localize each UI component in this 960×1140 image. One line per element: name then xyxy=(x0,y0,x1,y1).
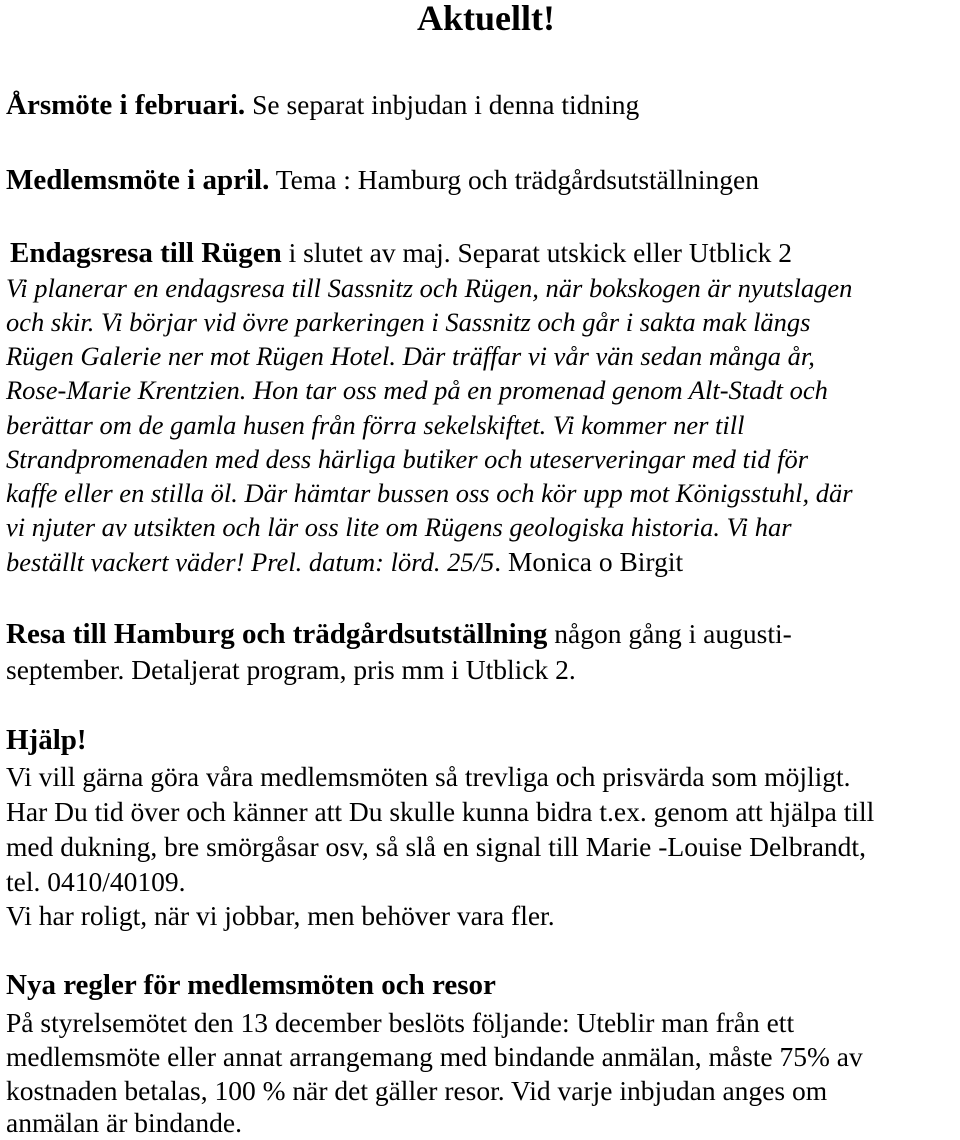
regler-line-1: På styrelsemötet den 13 december beslöts följande: Uteblir man från ett xyxy=(6,1007,795,1038)
hamburg-text-1: någon gång i augusti- xyxy=(547,618,792,649)
regler-line-3: kostnaden betalas, 100 % när det gäller resor. Vid varje inbjudan anges om xyxy=(6,1075,828,1106)
hamburg-heading: Resa till Hamburg och trädgårdsutställning xyxy=(6,618,548,650)
hamburg-line-1 xyxy=(6,617,792,651)
endagsresa-italic-1: Vi planerar en endagsresa till Sassnitz och Rügen, när bokskogen är nyutslagen xyxy=(6,273,853,303)
endagsresa-italic-4: Rose-Marie Krentzien. Hon tar oss med på en promenad genom Alt-Stadt och xyxy=(6,375,828,405)
arsmote-line xyxy=(6,88,639,122)
hjalp-line-3: med dukning, bre smörgåsar osv, så slå en signal till Marie -Louise Delbrandt, xyxy=(6,831,866,862)
arsmote-heading: Årsmöte i februari. xyxy=(6,89,246,121)
hamburg-line-2: september. Detaljerat program, pris mm i Utblick 2. xyxy=(6,654,576,685)
endagsresa-italic-8: vi njuter av utsikten och lär oss lite om Rügens geologiska historia. Vi har xyxy=(6,512,792,542)
hjalp-heading: Hjälp! xyxy=(6,724,87,756)
endagsresa-signature: . Monica o Birgit xyxy=(494,546,684,577)
endagsresa-italic-7: kaffe eller en stilla öl. Där hämtar bussen oss och kör upp mot Königsstuhl, där xyxy=(6,478,853,508)
hjalp-line-2: Har Du tid över och känner att Du skulle kunna bidra t.ex. genom att hjälpa till xyxy=(6,796,875,827)
endagsresa-last-italic: beställt vackert väder! Prel. datum: lörd. 25/5 xyxy=(6,547,495,577)
regler-heading: Nya regler för medlemsmöten och resor xyxy=(6,969,496,1001)
medlemsmote-line xyxy=(6,163,759,197)
endagsresa-heading: Endagsresa till Rügen xyxy=(10,237,282,269)
endagsresa-last-line xyxy=(6,545,683,579)
endagsresa-line xyxy=(10,236,792,270)
medlemsmote-heading: Medlemsmöte i april. xyxy=(6,164,270,196)
endagsresa-italic-3: Rügen Galerie ner mot Rügen Hotel. Där träffar vi vår vän sedan många år, xyxy=(6,341,815,371)
page-title: Aktuellt! xyxy=(417,0,555,38)
hjalp-line-4: tel. 0410/40109. xyxy=(6,866,186,897)
endagsresa-italic-5: berättar om de gamla husen från förra sekelskiftet. Vi kommer ner till xyxy=(6,410,745,440)
regler-line-4: anmälan är bindande. xyxy=(6,1107,242,1138)
endagsresa-italic-6: Strandpromenaden med dess härliga butiker och uteserveringar med tid för xyxy=(6,444,809,474)
arsmote-text: Se separat inbjudan i denna tidning xyxy=(245,89,640,120)
hjalp-line-5: Vi har roligt, när vi jobbar, men behöver vara fler. xyxy=(6,900,555,931)
hjalp-line-1: Vi vill gärna göra våra medlemsmöten så trevliga och prisvärda som möjligt. xyxy=(6,761,851,792)
endagsresa-italic-2: och skir. Vi börjar vid övre parkeringen i Sassnitz och går i sakta mak längs xyxy=(6,307,811,337)
regler-line-2: medlemsmöte eller annat arrangemang med bindande anmälan, måste 75% av xyxy=(6,1041,863,1072)
medlemsmote-text: Tema : Hamburg och trädgårdsutställningen xyxy=(269,164,760,195)
endagsresa-text: i slutet av maj. Separat utskick eller Utblick 2 xyxy=(281,237,792,268)
